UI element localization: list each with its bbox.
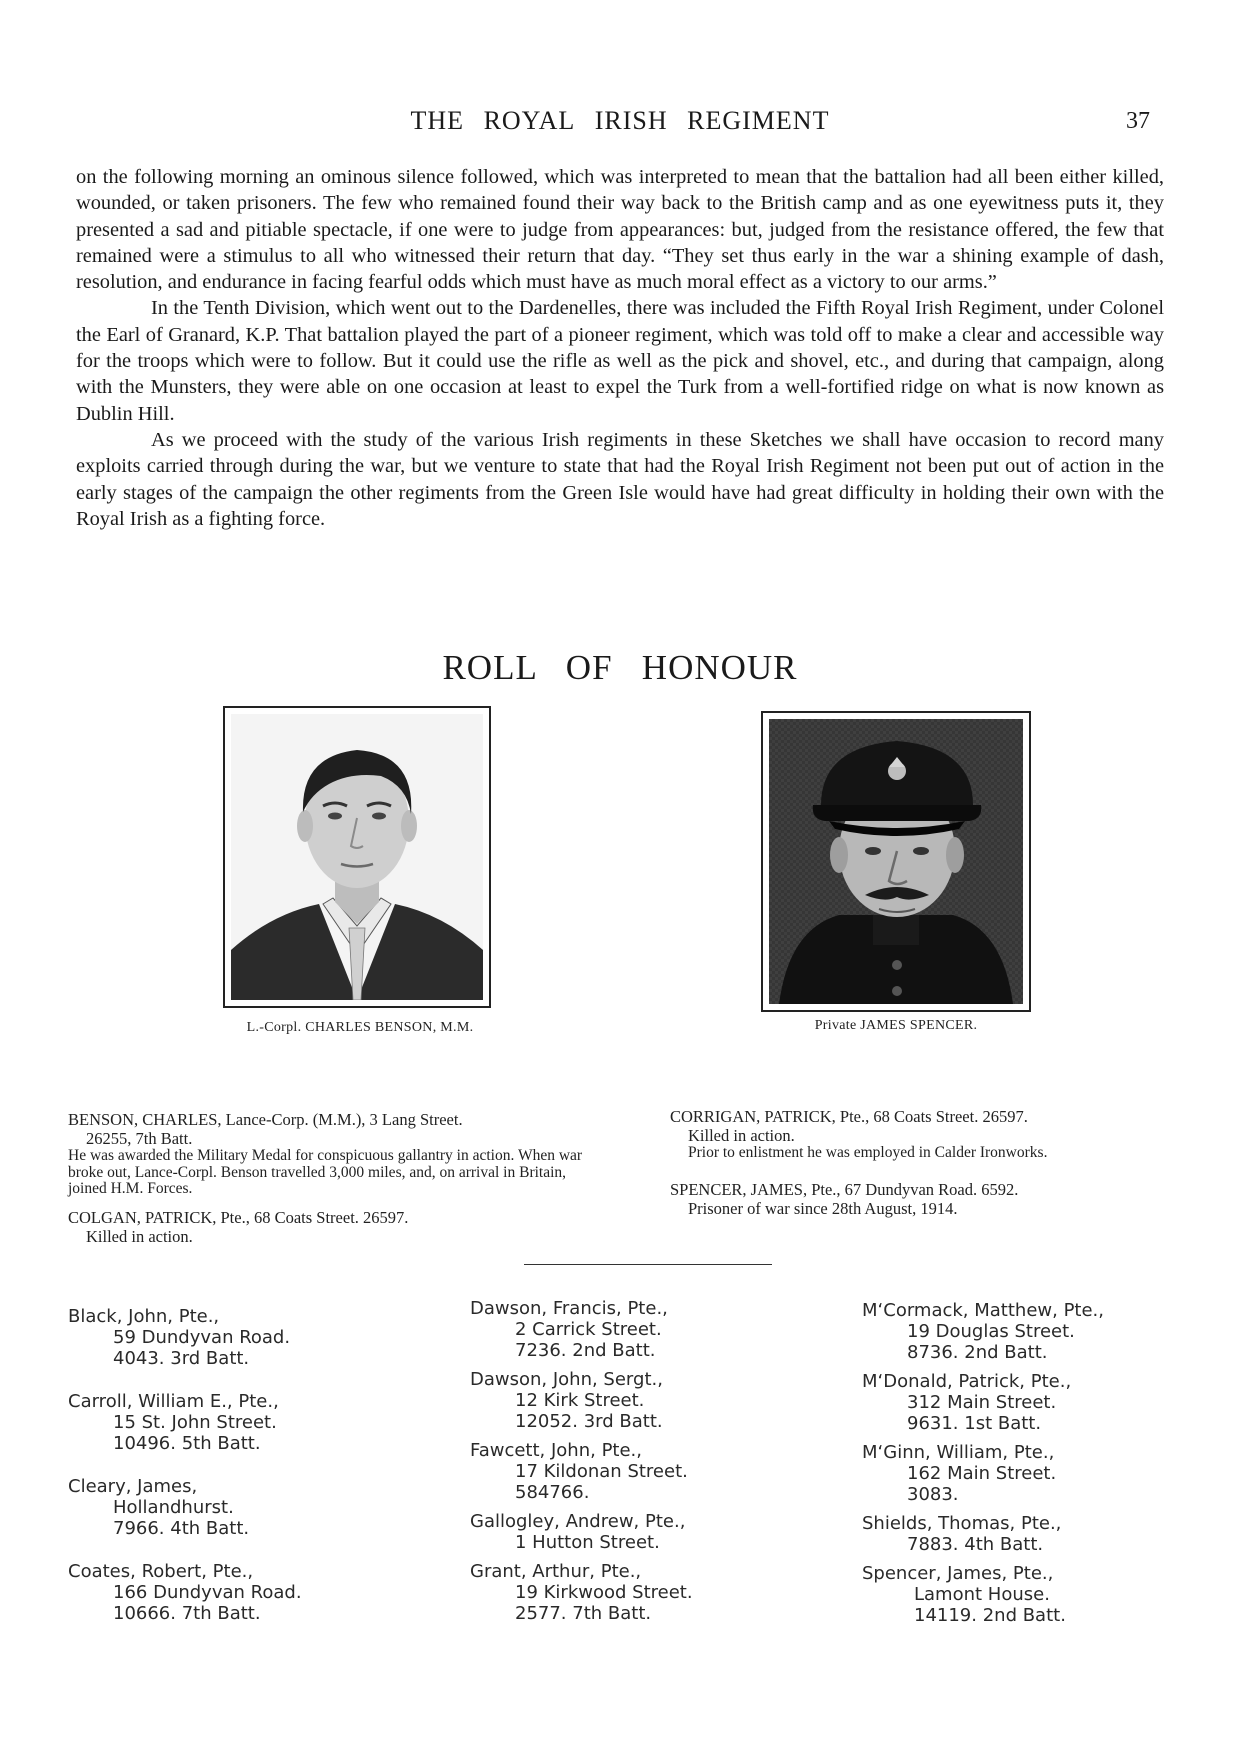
roll-name: M‘Ginn, William, Pte., — [862, 1442, 1055, 1463]
roll-name: Fawcett, John, Pte., — [470, 1440, 642, 1461]
roll-name: Black, John, Pte., — [68, 1306, 220, 1327]
roll-address: Lamont House. — [914, 1584, 1050, 1605]
roll-entry — [68, 1476, 448, 1539]
roll-entry — [68, 1306, 448, 1369]
roll-address: 19 Douglas Street. — [907, 1321, 1075, 1342]
roll-name: Dawson, Francis, Pte., — [470, 1298, 668, 1319]
roll-column-1 — [68, 1306, 448, 1646]
roll-entry — [862, 1442, 1202, 1505]
roll-number: 14119. 2nd Batt. — [914, 1605, 1066, 1626]
entry-status: Killed in action. — [86, 1226, 193, 1246]
portrait-caption-spencer: Private JAMES SPENCER. — [814, 1018, 978, 1033]
title-word: ROLL — [442, 648, 537, 687]
roll-column-3 — [862, 1300, 1202, 1634]
roll-address: 312 Main Street. — [907, 1392, 1057, 1413]
roll-number: 7236. 2nd Batt. — [515, 1340, 656, 1361]
entry-note: He was awarded the Military Medal for conspicuous gallantry in action. When war broke out, Lance-Corpl. Benson travelled 3,000 miles, and, on arrival in Britain, joined H.M. Forces. — [68, 1147, 583, 1197]
roll-entry — [68, 1561, 448, 1624]
entry-heading: SPENCER, JAMES, Pte., 67 Dundyvan Road. 6592. — [670, 1179, 1019, 1199]
roll-name: Grant, Arthur, Pte., — [470, 1561, 642, 1582]
portrait-photo-spencer — [761, 711, 1031, 1012]
roll-number: 10666. 7th Batt. — [113, 1603, 261, 1624]
roll-entry — [470, 1561, 850, 1624]
portrait-image-spencer — [769, 719, 1023, 1004]
roll-address: 12 Kirk Street. — [515, 1390, 645, 1411]
entry-note: Prior to enlistment he was employed in Calder Ironworks. — [688, 1144, 1048, 1161]
roll-number: 3083. — [907, 1484, 959, 1505]
roll-address: 17 Kildonan Street. — [515, 1461, 688, 1482]
portrait-caption-benson: L.-Corpl. CHARLES BENSON, M.M. — [246, 1020, 474, 1035]
roll-address: 7883. 4th Batt. — [907, 1534, 1044, 1555]
roll-number: 9631. 1st Batt. — [907, 1413, 1042, 1434]
body-text — [76, 164, 1164, 532]
paragraph: In the Tenth Division, which went out to the Dardenelles, there was included the Fifth Royal Irish Regiment, under Colonel the Earl of Granard, K.P. That battalion played the part of a pioneer regiment, which was told off to make a clear and accessible way for the troops which were to follow. But it could use the rifle as well as the pick and shovel, etc., and during that campaign, along with the Munsters, they were able on one occasion at least to expel the Turk from a well-fortified ridge on what is now known as Dublin Hill. — [76, 297, 1164, 425]
roll-number: 8736. 2nd Batt. — [907, 1342, 1048, 1363]
detailed-entries-left — [68, 1110, 608, 1256]
roll-entry — [862, 1563, 1202, 1626]
entry-colgan — [68, 1208, 608, 1246]
roll-name: Coates, Robert, Pte., — [68, 1561, 254, 1582]
roll-name: Spencer, James, Pte., — [862, 1563, 1054, 1584]
title-word: THE — [410, 106, 465, 135]
roll-number: 10496. 5th Batt. — [113, 1433, 261, 1454]
entry-status: Killed in action. — [688, 1126, 795, 1145]
paragraph: As we proceed with the study of the various Irish regiments in these Sketches we shall have occasion to record many exploits carried through during the war, but we venture to state that had the Royal Irish Regiment not been put out of action in the early stages of the campaign the other regiments from the Green Isle would have had great difficulty in holding their own with the Royal Irish as a fighting force. — [76, 428, 1164, 530]
running-head — [0, 106, 1240, 140]
roll-entry — [68, 1391, 448, 1454]
roll-name: M‘Cormack, Matthew, Pte., — [862, 1300, 1104, 1321]
roll-entry — [470, 1440, 850, 1503]
entry-heading: COLGAN, PATRICK, Pte., 68 Coats Street. 26597. — [68, 1207, 409, 1227]
title-word: REGIMENT — [687, 106, 830, 135]
roll-name: Cleary, James, — [68, 1476, 198, 1497]
roll-name: Gallogley, Andrew, Pte., — [470, 1511, 686, 1532]
roll-number: 4043. 3rd Batt. — [113, 1348, 250, 1369]
entry-heading: BENSON, CHARLES, Lance-Corp. (M.M.), 3 Lang Street. — [68, 1110, 463, 1129]
roll-address: 162 Main Street. — [907, 1463, 1057, 1484]
title-word: ROYAL — [483, 106, 576, 135]
entry-spencer — [670, 1180, 1140, 1218]
roll-entry — [862, 1513, 1202, 1555]
roll-number: 12052. 3rd Batt. — [515, 1411, 663, 1432]
title-word: HONOUR — [641, 648, 798, 687]
entry-corrigan — [670, 1107, 1140, 1162]
portrait-photo-benson — [223, 706, 491, 1008]
roll-name: M‘Donald, Patrick, Pte., — [862, 1371, 1072, 1392]
roll-address: Hollandhurst. — [113, 1497, 234, 1518]
entry-heading: CORRIGAN, PATRICK, Pte., 68 Coats Street. 26597. — [670, 1107, 1028, 1126]
roll-address: 15 St. John Street. — [113, 1412, 277, 1433]
roll-name: Shields, Thomas, Pte., — [862, 1513, 1062, 1534]
page-number: 37 — [1126, 108, 1150, 134]
detailed-entries-right — [670, 1107, 1140, 1228]
portrait-image-benson — [231, 714, 483, 1000]
roll-address: 1 Hutton Street. — [515, 1532, 660, 1553]
roll-entry — [862, 1300, 1202, 1363]
roll-of-honour-title — [0, 648, 1240, 688]
roll-address: 19 Kirkwood Street. — [515, 1582, 693, 1603]
roll-number: 2577. 7th Batt. — [515, 1603, 652, 1624]
roll-entry — [470, 1511, 850, 1553]
roll-address: 166 Dundyvan Road. — [113, 1582, 302, 1603]
roll-number: 7966. 4th Batt. — [113, 1518, 250, 1539]
running-title — [0, 106, 1240, 136]
roll-entry — [470, 1369, 850, 1432]
roll-address: 59 Dundyvan Road. — [113, 1327, 291, 1348]
section-divider — [524, 1264, 772, 1265]
roll-entry — [470, 1298, 850, 1361]
roll-name: Dawson, John, Sergt., — [470, 1369, 663, 1390]
entry-service-number: 26255, 7th Batt. — [86, 1129, 193, 1148]
roll-number: 584766. — [515, 1482, 590, 1503]
roll-entry — [862, 1371, 1202, 1434]
title-word: IRISH — [594, 106, 668, 135]
roll-name: Carroll, William E., Pte., — [68, 1391, 279, 1412]
entry-status: Prisoner of war since 28th August, 1914. — [688, 1198, 958, 1218]
title-word: OF — [565, 648, 613, 687]
roll-column-2 — [470, 1298, 850, 1632]
roll-address: 2 Carrick Street. — [515, 1319, 662, 1340]
entry-benson — [68, 1110, 608, 1198]
paragraph: on the following morning an ominous silence followed, which was interpreted to mean that the battalion had all been either killed, wounded, or taken prisoners. The few who remained found their way back to the British camp and as one eyewitness puts it, they presented a sad and pitiable spectacle, if one were to judge from appearances: but, judged from the resistance offered, the few that remained were a stimulus to all who witnessed their return that day. “They set thus early in the war a shining example of dash, resolution, and endurance in facing fearful odds which must have as much moral effect as a victory to our arms.” — [76, 166, 1164, 294]
